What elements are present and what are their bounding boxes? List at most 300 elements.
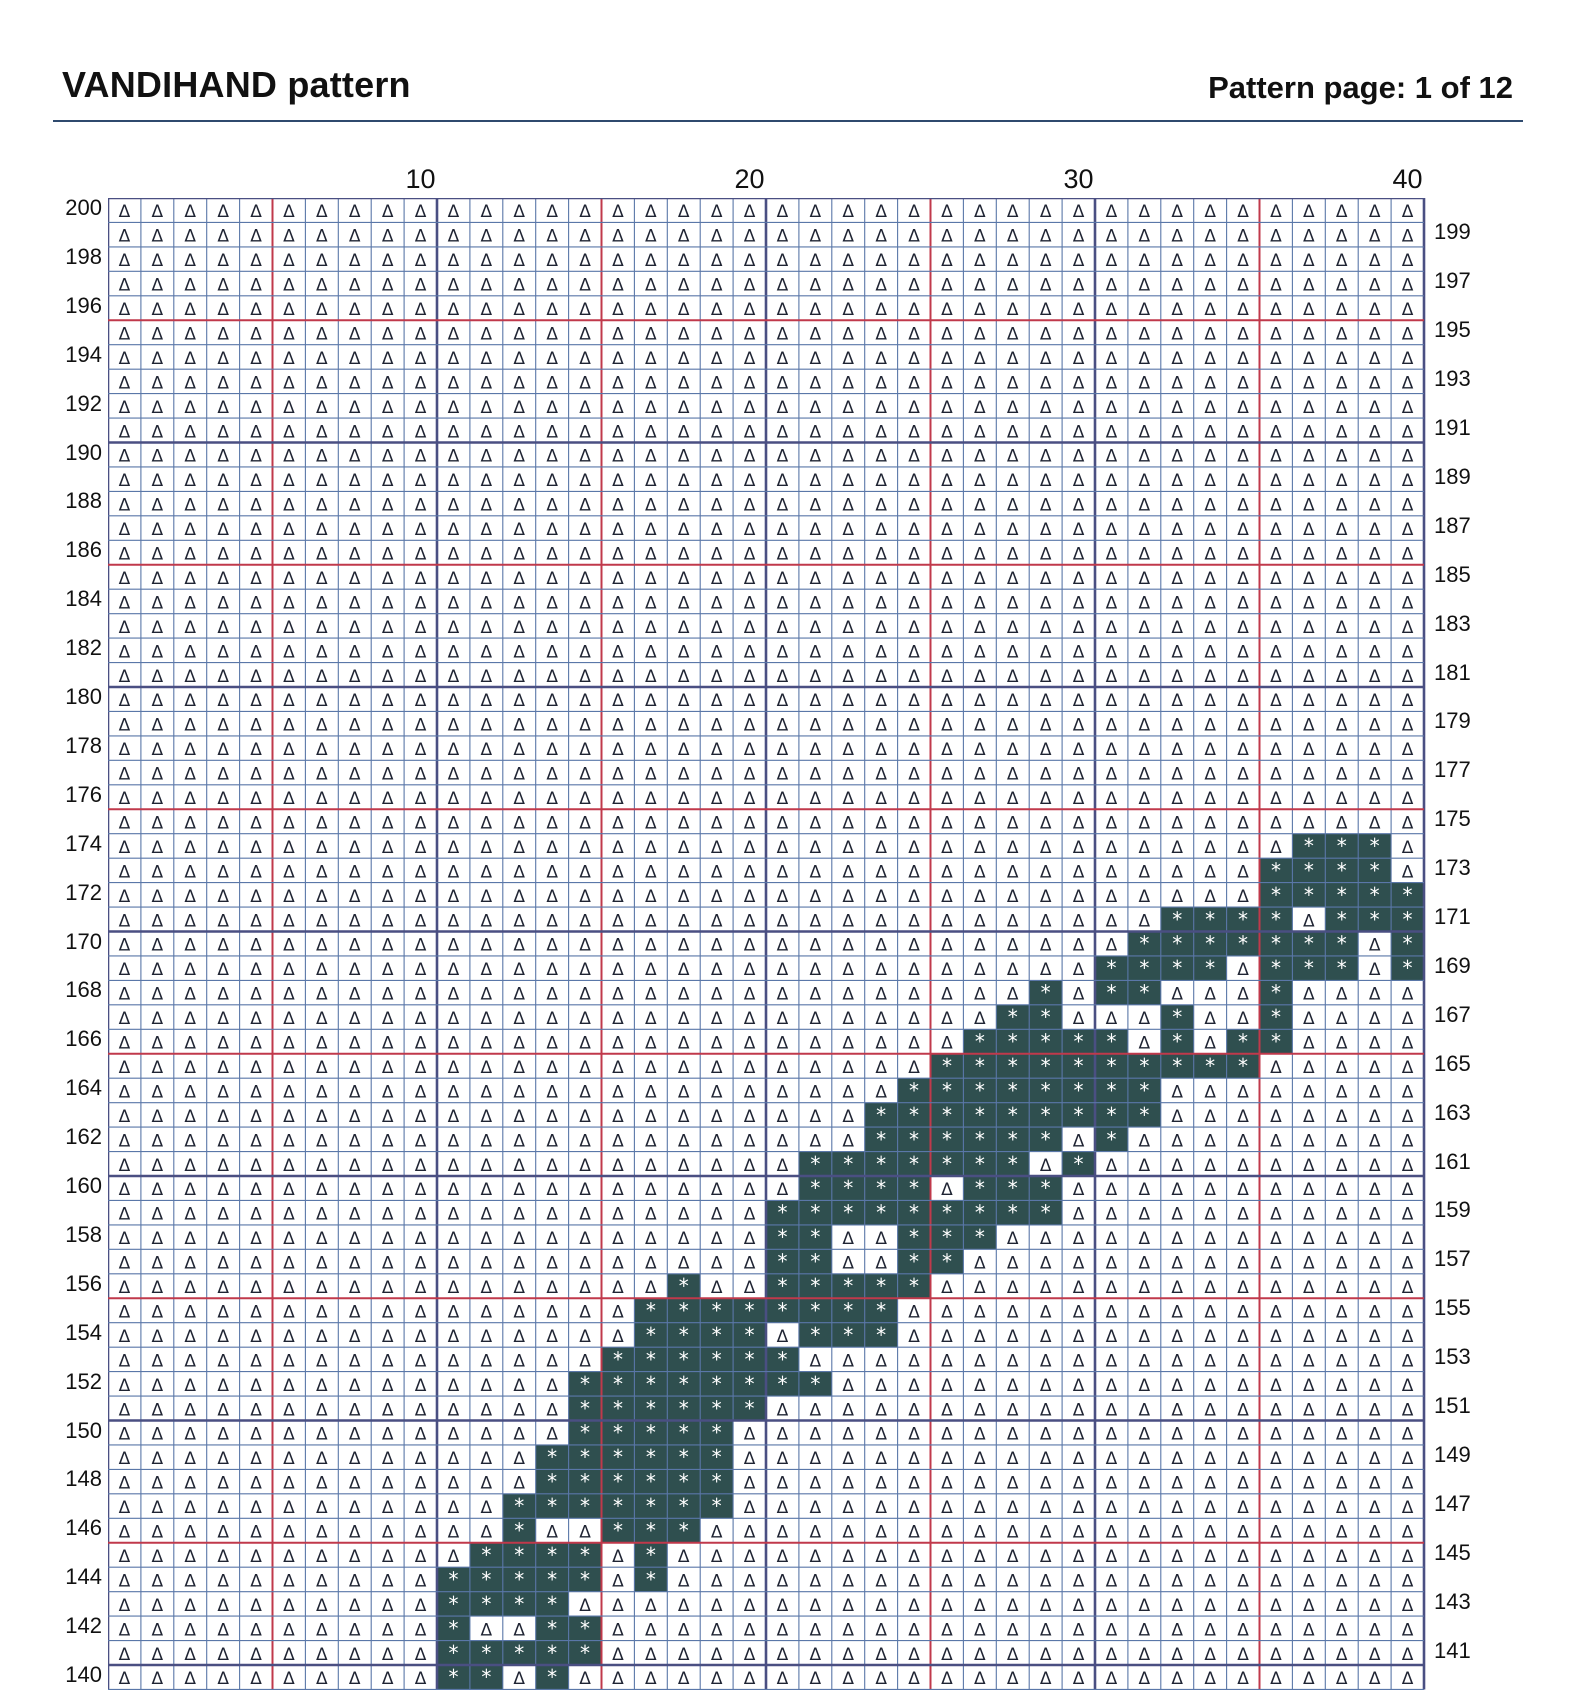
svg-text:*: * (678, 1298, 689, 1323)
stitch-cell (316, 667, 328, 687)
svg-text:Δ: Δ (612, 275, 624, 296)
stitch-cell (448, 496, 460, 516)
svg-text:Δ: Δ (1138, 1351, 1151, 1372)
svg-text:Δ: Δ (1335, 1400, 1348, 1421)
svg-text:Δ: Δ (875, 471, 887, 492)
stitch-cell (184, 520, 196, 540)
svg-text:Δ: Δ (1270, 764, 1282, 785)
svg-text:Δ: Δ (447, 1302, 460, 1323)
stitch-cell (152, 936, 164, 956)
stitch-cell (513, 202, 525, 222)
svg-text:Δ: Δ (776, 1473, 789, 1494)
stitch-cell (711, 471, 723, 491)
svg-text:Δ: Δ (1204, 568, 1216, 589)
stitch-cell-filled (996, 1127, 1029, 1151)
stitch-cell (217, 520, 229, 540)
svg-text:Δ: Δ (974, 275, 986, 296)
svg-text:Δ: Δ (842, 300, 855, 321)
svg-text:Δ: Δ (743, 1082, 756, 1103)
svg-text:Δ: Δ (414, 446, 427, 467)
stitch-cell (546, 1376, 558, 1396)
svg-text:Δ: Δ (151, 691, 164, 712)
svg-text:Δ: Δ (414, 715, 427, 736)
stitch-cell (481, 936, 493, 956)
svg-text:Δ: Δ (645, 300, 657, 321)
svg-text:Δ: Δ (250, 1180, 262, 1201)
svg-text:Δ: Δ (875, 715, 887, 736)
svg-text:Δ: Δ (743, 397, 756, 418)
svg-text:Δ: Δ (908, 935, 920, 956)
svg-text:Δ: Δ (645, 837, 657, 858)
stitch-cell-filled (700, 1421, 733, 1445)
stitch-cell (283, 1474, 295, 1494)
stitch-cell (1336, 373, 1348, 393)
svg-text:Δ: Δ (250, 1204, 262, 1225)
svg-text:Δ: Δ (217, 1375, 229, 1396)
stitch-cell (1171, 1376, 1183, 1396)
svg-text:Δ: Δ (1171, 1498, 1184, 1519)
stitch-cell (1073, 936, 1085, 956)
svg-text:*: * (974, 1102, 985, 1127)
stitch-cell (382, 569, 394, 589)
stitch-cell (1369, 1082, 1381, 1102)
stitch-cell (875, 520, 887, 540)
svg-text:Δ: Δ (1270, 1155, 1282, 1176)
stitch-cell (612, 813, 624, 833)
svg-text:Δ: Δ (677, 1057, 690, 1078)
stitch-cell (645, 1254, 657, 1274)
stitch-cell (513, 300, 525, 320)
svg-text:Δ: Δ (1171, 275, 1184, 296)
svg-text:Δ: Δ (447, 520, 460, 541)
svg-text:*: * (1007, 1200, 1018, 1225)
svg-text:Δ: Δ (1039, 1326, 1052, 1347)
svg-text:Δ: Δ (1039, 446, 1052, 467)
svg-text:Δ: Δ (842, 1522, 855, 1543)
stitch-cell (1007, 813, 1019, 833)
svg-text:Δ: Δ (645, 862, 657, 883)
stitch-cell (283, 398, 295, 418)
stitch-cell (316, 1034, 328, 1054)
svg-text:Δ: Δ (546, 617, 558, 638)
svg-text:Δ: Δ (1006, 1302, 1019, 1323)
stitch-cell (777, 496, 789, 516)
stitch-cell (1270, 716, 1282, 736)
svg-text:Δ: Δ (743, 1180, 756, 1201)
stitch-cell (513, 520, 525, 540)
svg-text:Δ: Δ (283, 789, 295, 810)
svg-text:Δ: Δ (447, 1449, 460, 1470)
stitch-cell (481, 202, 493, 222)
svg-text:Δ: Δ (579, 837, 591, 858)
svg-text:Δ: Δ (677, 520, 690, 541)
stitch-cell (152, 1596, 164, 1616)
stitch-cell (1369, 1180, 1381, 1200)
svg-text:Δ: Δ (118, 1400, 131, 1421)
svg-text:Δ: Δ (348, 666, 361, 687)
stitch-cell (612, 520, 624, 540)
row-label-192: 192 (65, 390, 102, 416)
stitch-cell (711, 813, 723, 833)
svg-text:Δ: Δ (941, 1400, 953, 1421)
stitch-cell (1007, 618, 1019, 638)
svg-text:Δ: Δ (1039, 1522, 1052, 1543)
stitch-cell (579, 1082, 591, 1102)
svg-text:Δ: Δ (447, 422, 460, 443)
stitch-cell-filled (865, 1152, 898, 1176)
stitch-cell (1270, 422, 1282, 442)
svg-text:Δ: Δ (250, 789, 262, 810)
stitch-cell (1369, 373, 1381, 393)
svg-text:Δ: Δ (743, 348, 756, 369)
svg-text:*: * (777, 1371, 788, 1396)
svg-text:Δ: Δ (941, 202, 953, 223)
stitch-cell-filled (569, 1567, 602, 1591)
svg-text:Δ: Δ (941, 348, 953, 369)
svg-text:Δ: Δ (381, 1155, 394, 1176)
svg-text:Δ: Δ (579, 324, 591, 345)
stitch-cell (481, 862, 493, 882)
stitch-cell (250, 1058, 262, 1078)
svg-text:Δ: Δ (1105, 568, 1118, 589)
stitch-cell (481, 1302, 493, 1322)
svg-text:Δ: Δ (348, 1229, 361, 1250)
stitch-cell (842, 887, 854, 907)
stitch-cell (744, 1596, 756, 1616)
row-label-149: 149 (1434, 1441, 1471, 1467)
svg-text:Δ: Δ (1006, 422, 1019, 443)
row-label-167: 167 (1434, 1001, 1471, 1027)
svg-text:Δ: Δ (809, 1449, 822, 1470)
stitch-cell (217, 1229, 229, 1249)
stitch-cell-filled (996, 1103, 1029, 1127)
svg-text:Δ: Δ (414, 1473, 427, 1494)
stitch-cell (382, 1278, 394, 1298)
stitch-cell (513, 911, 525, 931)
stitch-cell (908, 398, 920, 418)
svg-text:Δ: Δ (875, 666, 887, 687)
stitch-cell (1139, 1376, 1151, 1396)
stitch-cell (349, 911, 361, 931)
svg-text:Δ: Δ (1270, 251, 1282, 272)
svg-text:Δ: Δ (941, 324, 953, 345)
svg-text:Δ: Δ (908, 202, 920, 223)
stitch-cell (1402, 1034, 1414, 1054)
stitch-cell (875, 691, 887, 711)
stitch-cell (1303, 1058, 1315, 1078)
svg-text:Δ: Δ (1401, 1204, 1414, 1225)
svg-text:Δ: Δ (217, 446, 229, 467)
stitch-cell (777, 1156, 789, 1176)
svg-text:Δ: Δ (645, 544, 657, 565)
stitch-cell (711, 1034, 723, 1054)
stitch-cell (1106, 1254, 1118, 1274)
svg-text:Δ: Δ (348, 397, 361, 418)
svg-text:Δ: Δ (513, 495, 526, 516)
stitch-cell (1303, 202, 1315, 222)
svg-text:Δ: Δ (447, 1278, 460, 1299)
stitch-cell (1073, 545, 1085, 565)
svg-text:Δ: Δ (677, 471, 690, 492)
svg-text:Δ: Δ (677, 837, 690, 858)
stitch-cell (119, 1229, 131, 1249)
stitch-cell (810, 1547, 822, 1567)
svg-text:Δ: Δ (1335, 495, 1348, 516)
svg-text:Δ: Δ (217, 324, 229, 345)
stitch-cell (1204, 838, 1216, 858)
stitch-cell (1073, 569, 1085, 589)
stitch-cell (415, 300, 427, 320)
stitch-cell (579, 471, 591, 491)
svg-text:Δ: Δ (1401, 471, 1414, 492)
svg-text:Δ: Δ (809, 642, 822, 663)
stitch-cell (546, 838, 558, 858)
svg-text:Δ: Δ (1171, 1326, 1184, 1347)
stitch-cell (316, 1107, 328, 1127)
stitch-cell (875, 593, 887, 613)
stitch-cell (1204, 569, 1216, 589)
svg-text:Δ: Δ (776, 1082, 789, 1103)
row-label-168: 168 (65, 977, 102, 1003)
stitch-cell (974, 1278, 986, 1298)
stitch-cell (283, 1131, 295, 1151)
svg-text:Δ: Δ (546, 1326, 558, 1347)
stitch-cell (1040, 716, 1052, 736)
stitch-cell (513, 227, 525, 247)
svg-text:Δ: Δ (1401, 373, 1414, 394)
svg-text:Δ: Δ (1006, 1498, 1019, 1519)
stitch-cell (349, 765, 361, 785)
svg-text:Δ: Δ (316, 324, 328, 345)
stitch-cell (579, 593, 591, 613)
svg-text:Δ: Δ (184, 1204, 197, 1225)
svg-text:Δ: Δ (348, 1498, 361, 1519)
stitch-cell (513, 765, 525, 785)
stitch-cell (612, 716, 624, 736)
stitch-cell (974, 471, 986, 491)
row-label-187: 187 (1434, 512, 1471, 538)
stitch-cell-filled (1391, 907, 1424, 931)
svg-text:Δ: Δ (974, 789, 986, 810)
svg-text:Δ: Δ (1204, 348, 1216, 369)
svg-text:Δ: Δ (908, 862, 920, 883)
svg-text:Δ: Δ (316, 1326, 328, 1347)
stitch-cell (1204, 1376, 1216, 1396)
svg-text:Δ: Δ (480, 251, 493, 272)
stitch-cell (382, 1205, 394, 1225)
stitch-cell (119, 569, 131, 589)
stitch-cell (119, 471, 131, 491)
svg-text:Δ: Δ (414, 1204, 427, 1225)
svg-text:Δ: Δ (414, 984, 427, 1005)
row-label-183: 183 (1434, 610, 1471, 636)
stitch-cell (415, 1523, 427, 1543)
stitch-cell (415, 471, 427, 491)
svg-text:*: * (843, 1151, 854, 1176)
stitch-cell-filled (832, 1298, 865, 1322)
svg-text:Δ: Δ (1303, 1375, 1315, 1396)
stitch-cell (283, 813, 295, 833)
svg-text:*: * (1007, 1151, 1018, 1176)
stitch-cell (1402, 765, 1414, 785)
stitch-cell (1007, 1669, 1019, 1689)
svg-text:Δ: Δ (842, 984, 855, 1005)
svg-text:Δ: Δ (316, 935, 328, 956)
svg-text:Δ: Δ (1335, 446, 1348, 467)
svg-text:Δ: Δ (579, 446, 591, 467)
stitch-cell (1402, 1254, 1414, 1274)
svg-text:Δ: Δ (217, 960, 229, 981)
stitch-cell (908, 936, 920, 956)
svg-text:Δ: Δ (381, 1473, 394, 1494)
svg-text:Δ: Δ (118, 1302, 131, 1323)
svg-text:Δ: Δ (348, 1155, 361, 1176)
svg-text:Δ: Δ (1072, 1449, 1085, 1470)
svg-text:Δ: Δ (1006, 373, 1019, 394)
svg-text:Δ: Δ (1105, 691, 1118, 712)
stitch-cell (1073, 202, 1085, 222)
svg-text:Δ: Δ (513, 1204, 526, 1225)
stitch-cell (250, 1278, 262, 1298)
svg-text:*: * (1402, 882, 1413, 907)
stitch-cell (217, 642, 229, 662)
stitch-cell (1336, 1058, 1348, 1078)
stitch-cell (810, 716, 822, 736)
stitch-cell (546, 496, 558, 516)
svg-text:Δ: Δ (348, 1082, 361, 1103)
svg-text:Δ: Δ (414, 226, 427, 247)
svg-text:Δ: Δ (118, 593, 131, 614)
stitch-cell (119, 765, 131, 785)
stitch-cell (908, 373, 920, 393)
stitch-cell (184, 1620, 196, 1640)
stitch-cell (974, 1645, 986, 1665)
svg-text:Δ: Δ (677, 642, 690, 663)
svg-text:Δ: Δ (710, 813, 723, 834)
svg-text:Δ: Δ (612, 495, 624, 516)
stitch-cell (908, 1351, 920, 1371)
stitch-cell (316, 300, 328, 320)
stitch-cell (1237, 349, 1249, 369)
page-indicator: Pattern page: 1 of 12 (1208, 70, 1513, 105)
svg-text:Δ: Δ (743, 1033, 756, 1054)
row-label-189: 189 (1434, 463, 1471, 489)
stitch-cell (1270, 789, 1282, 809)
stitch-cell (1073, 1376, 1085, 1396)
svg-text:Δ: Δ (283, 422, 295, 443)
svg-text:Δ: Δ (1270, 373, 1282, 394)
svg-text:*: * (580, 1420, 591, 1445)
stitch-cell (481, 813, 493, 833)
stitch-cell-filled (1128, 932, 1161, 956)
stitch-cell (744, 887, 756, 907)
svg-text:Δ: Δ (316, 202, 328, 223)
svg-text:Δ: Δ (809, 300, 822, 321)
stitch-cell (184, 1131, 196, 1151)
stitch-cell (184, 985, 196, 1005)
stitch-cell (152, 1425, 164, 1445)
stitch-cell (1303, 1254, 1315, 1274)
stitch-cell (217, 960, 229, 980)
svg-text:Δ: Δ (743, 1106, 756, 1127)
stitch-cell (1106, 593, 1118, 613)
svg-text:Δ: Δ (908, 1009, 920, 1030)
svg-text:Δ: Δ (1401, 275, 1414, 296)
svg-text:Δ: Δ (546, 984, 558, 1005)
stitch-cell (152, 324, 164, 344)
svg-text:Δ: Δ (283, 666, 295, 687)
stitch-cell (349, 300, 361, 320)
stitch-cell (1369, 202, 1381, 222)
stitch-cell (1139, 373, 1151, 393)
svg-text:Δ: Δ (1039, 1278, 1052, 1299)
stitch-cell (810, 1596, 822, 1616)
stitch-cell (744, 1523, 756, 1543)
stitch-cell (1204, 1254, 1216, 1274)
svg-text:Δ: Δ (842, 715, 855, 736)
stitch-cell (1303, 1449, 1315, 1469)
stitch-cell (1007, 740, 1019, 760)
stitch-cell (1402, 1082, 1414, 1102)
stitch-cell (612, 251, 624, 271)
svg-text:Δ: Δ (1204, 300, 1216, 321)
stitch-cell (250, 691, 262, 711)
stitch-cell (1270, 740, 1282, 760)
stitch-cell-filled (898, 1127, 931, 1151)
svg-text:Δ: Δ (908, 373, 920, 394)
stitch-cell (1402, 1620, 1414, 1640)
svg-text:Δ: Δ (776, 837, 789, 858)
svg-text:Δ: Δ (974, 446, 986, 467)
svg-text:Δ: Δ (974, 1375, 986, 1396)
stitch-cell (579, 985, 591, 1005)
stitch-cell (250, 471, 262, 491)
stitch-cell (974, 1547, 986, 1567)
stitch-cell (1402, 1523, 1414, 1543)
stitch-cell (316, 789, 328, 809)
svg-text:Δ: Δ (447, 1204, 460, 1225)
stitch-cell (1204, 1156, 1216, 1176)
stitch-cell (1270, 276, 1282, 296)
svg-text:Δ: Δ (151, 984, 164, 1005)
svg-text:Δ: Δ (447, 1522, 460, 1543)
svg-text:Δ: Δ (283, 520, 295, 541)
svg-text:Δ: Δ (612, 348, 624, 369)
svg-text:Δ: Δ (480, 862, 493, 883)
svg-text:*: * (1336, 833, 1347, 858)
stitch-cell (612, 545, 624, 565)
stitch-cell (1303, 1205, 1315, 1225)
stitch-cell (1270, 1474, 1282, 1494)
svg-text:Δ: Δ (875, 789, 887, 810)
stitch-cell (283, 1302, 295, 1322)
stitch-cell (579, 398, 591, 418)
svg-text:Δ: Δ (908, 593, 920, 614)
stitch-cell (152, 1474, 164, 1494)
stitch-cell-filled (470, 1641, 503, 1665)
svg-text:Δ: Δ (546, 1400, 558, 1421)
stitch-cell (217, 1571, 229, 1591)
svg-text:Δ: Δ (1006, 397, 1019, 418)
stitch-cell (941, 1180, 953, 1200)
svg-text:Δ: Δ (1039, 275, 1052, 296)
svg-text:Δ: Δ (809, 568, 822, 589)
svg-text:Δ: Δ (579, 251, 591, 272)
stitch-cell (810, 300, 822, 320)
stitch-cell (1270, 1131, 1282, 1151)
svg-text:Δ: Δ (316, 251, 328, 272)
stitch-cell-filled (963, 1103, 996, 1127)
